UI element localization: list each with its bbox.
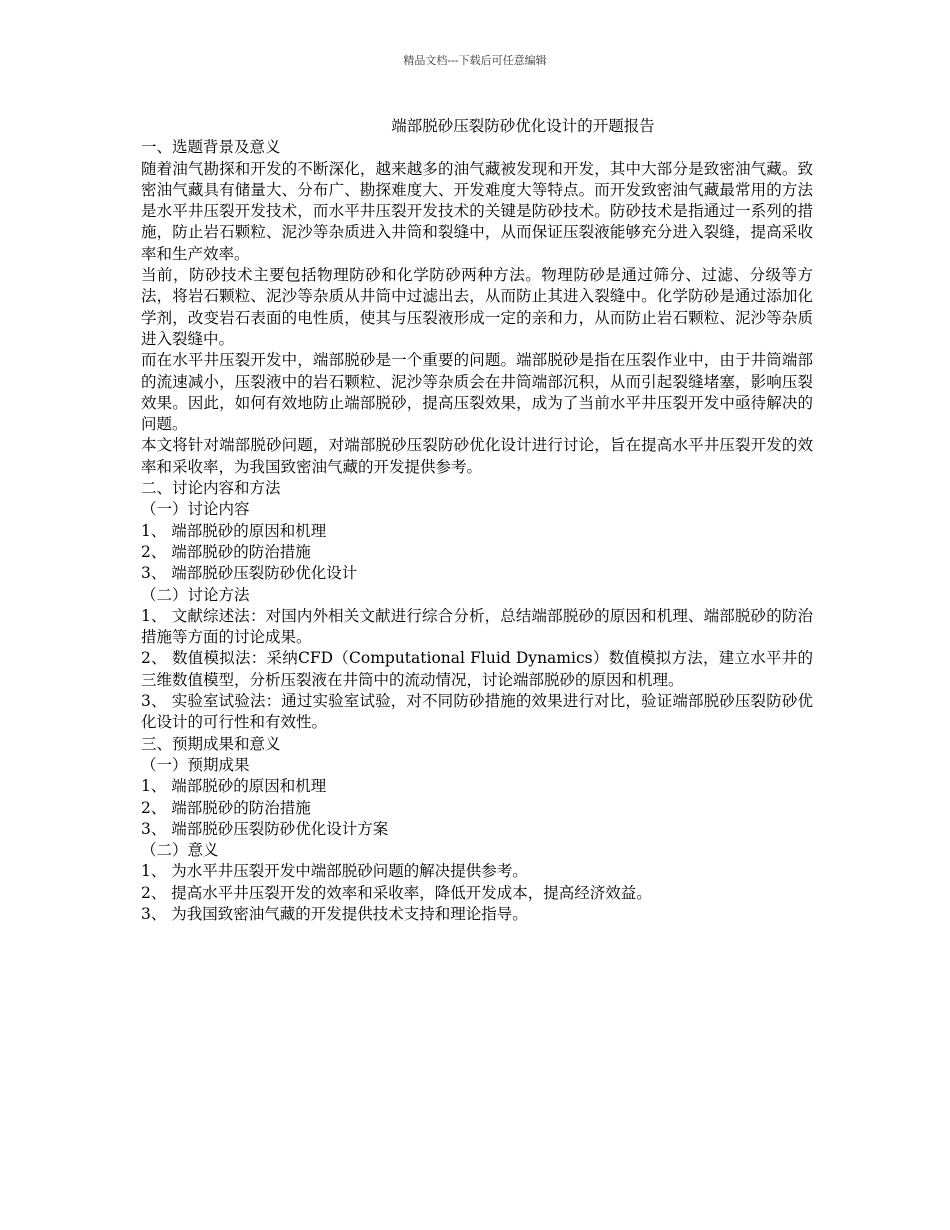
paragraph: 而在水平井压裂开发中，端部脱砂是一个重要的问题。端部脱砂是指在压裂作业中，由于井筒端部的流速减小，压裂液中的岩石颗粒、泥沙等杂质会在井筒端部沉积，从而引起裂缝堵塞，影响压裂效果。因此，如何有效地防止端部脱砂，提高压裂效果，成为了当前水平井压裂开发中亟待解决的问题。 bbox=[141, 351, 813, 434]
list-item: 1、 端部脱砂的原因和机理 bbox=[141, 777, 327, 796]
list-item: 1、 文献综述法：对国内外相关文献进行综合分析，总结端部脱砂的原因和机理、端部脱砂的防治措施等方面的讨论成果。 bbox=[141, 606, 813, 647]
list-item: 3、 为我国致密油气藏的开发提供技术支持和理论指导。 bbox=[141, 904, 528, 923]
list-item: 3、 端部脱砂压裂防砂优化设计方案 bbox=[141, 819, 389, 838]
paragraph: 当前，防砂技术主要包括物理防砂和化学防砂两种方法。物理防砂是通过筛分、过滤、分级等方法，将岩石颗粒、泥沙等杂质从井筒中过滤出去，从而防止其进入裂缝中。化学防砂是通过添加化学剂，改变岩石表面的电性质，使其与压裂液形成一定的亲和力，从而防止岩石颗粒、泥沙等杂质进入裂缝中。 bbox=[141, 266, 813, 348]
subsection-heading: （一）讨论内容 bbox=[141, 500, 250, 519]
paragraph: 随着油气勘探和开发的不断深化，越来越多的油气藏被发现和开发，其中大部分是致密油气藏。致密油气藏具有储量大、分布广、勘探难度大、开发难度大等特点。而开发致密油气藏最常用的方法是水平井压裂开发技术，而水平井压裂开发技术的关键是防砂技术。防砂技术是指通过一系列的措施，防止岩石颗粒、泥沙等杂质进入井筒和裂缝中，从而保证压裂液能够充分进入裂缝，提高采收率和生产效率。 bbox=[141, 159, 813, 263]
list-item: 3、 端部脱砂压裂防砂优化设计 bbox=[141, 564, 358, 583]
section-heading-background: 一、选题背景及意义 bbox=[141, 138, 281, 157]
subsection-heading: （一）预期成果 bbox=[141, 755, 250, 774]
list-item: 2、 提高水平井压裂开发的效率和采收率，降低开发成本，提高经济效益。 bbox=[141, 883, 652, 902]
section-heading-content-methods: 二、讨论内容和方法 bbox=[141, 479, 281, 498]
paragraph: 本文将针对端部脱砂问题，对端部脱砂压裂防砂优化设计进行讨论，旨在提高水平井压裂开发的效率和采收率，为我国致密油气藏的开发提供参考。 bbox=[141, 436, 813, 476]
list-item: 1、 为水平井压裂开发中端部脱砂问题的解决提供参考。 bbox=[141, 862, 528, 881]
subsection-heading: （二）讨论方法 bbox=[141, 585, 250, 604]
section-heading-outcomes: 三、预期成果和意义 bbox=[141, 734, 281, 753]
list-item: 2、 数值模拟法：采纳CFD（Computational Fluid Dynamics）数值模拟方法，建立水平井的三维数值模型，分析压裂液在井筒中的流动情况，讨论端部脱砂的原因和机理。 bbox=[141, 649, 813, 689]
document-title: 端部脱砂压裂防砂优化设计的开题报告 bbox=[391, 117, 655, 135]
list-item: 3、 实验室试验法：通过实验室试验，对不同防砂措施的效果进行对比，验证端部脱砂压裂防砂优化设计的可行性和有效性。 bbox=[141, 692, 813, 732]
document-body bbox=[141, 116, 813, 925]
page-header: 精品文档---下载后可任意编辑 bbox=[403, 54, 547, 67]
list-item: 2、 端部脱砂的防治措施 bbox=[141, 542, 311, 561]
list-item: 1、 端部脱砂的原因和机理 bbox=[141, 521, 327, 540]
list-item: 2、 端部脱砂的防治措施 bbox=[141, 798, 311, 817]
subsection-heading: （二）意义 bbox=[141, 841, 219, 860]
